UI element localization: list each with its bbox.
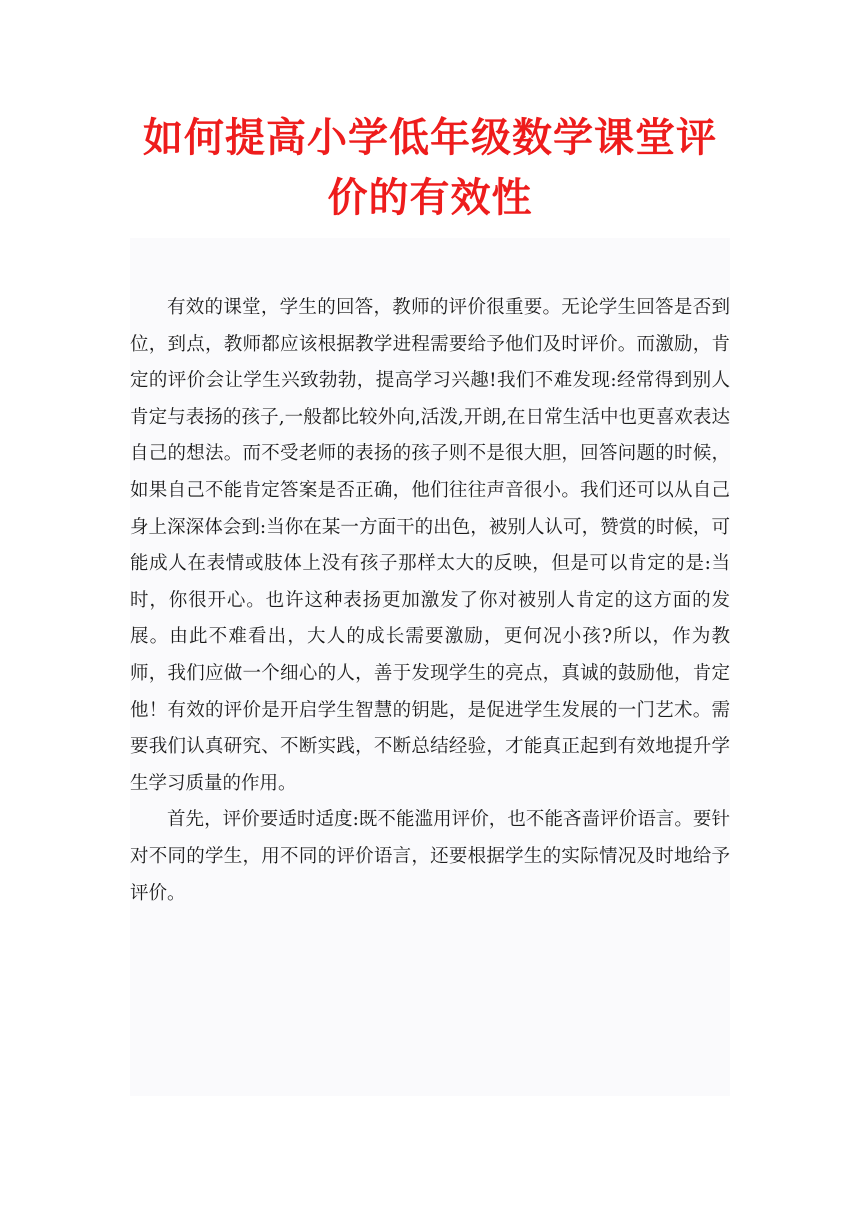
document-body	[130, 238, 730, 1096]
document-title: 如何提高小学低年级数学课堂评价的有效性	[143, 114, 717, 221]
paragraph-2: 首先，评价要适时适度:既不能滥用评价，也不能吝啬评价语言。要针对不同的学生，用不同的评价语言，还要根据学生的实际情况及时地给予评价。	[130, 809, 730, 904]
paragraph-1: 有效的课堂，学生的回答，教师的评价很重要。无论学生回答是否到位，到点，教师都应该根据教学进程需要给予他们及时评价。而激励，肯定的评价会让学生兴致勃勃，提高学习兴趣!我们不难发现:经常得到别人肯定与表扬的孩子,一般都比较外向,活泼,开朗,在日常生活中也更喜欢表达自己的想法。而不受老师的表扬的孩子则不是很大胆，回答问题的时候，如果自己不能肯定答案是否正确，他们往往声音很小。我们还可以从自己身上深深体会到:当你在某一方面干的出色，被别人认可，赞赏的时候，可能成人在表情或肢体上没有孩子那样太大的反映，但是可以肯定的是:当时，你很开心。也许这种表扬更加激发了你对被别人肯定的这方面的发展。由此不难看出，大人的成长需要激励，更何况小孩?所以，作为教师，我们应做一个细心的人，善于发现学生的亮点，真诚的鼓励他，肯定他！有效的评价是开启学生智慧的钥匙，是促进学生发展的一门艺术。需要我们认真研究、不断实践，不断总结经验，才能真正起到有效地提升学生学习质量的作用。	[130, 297, 730, 794]
